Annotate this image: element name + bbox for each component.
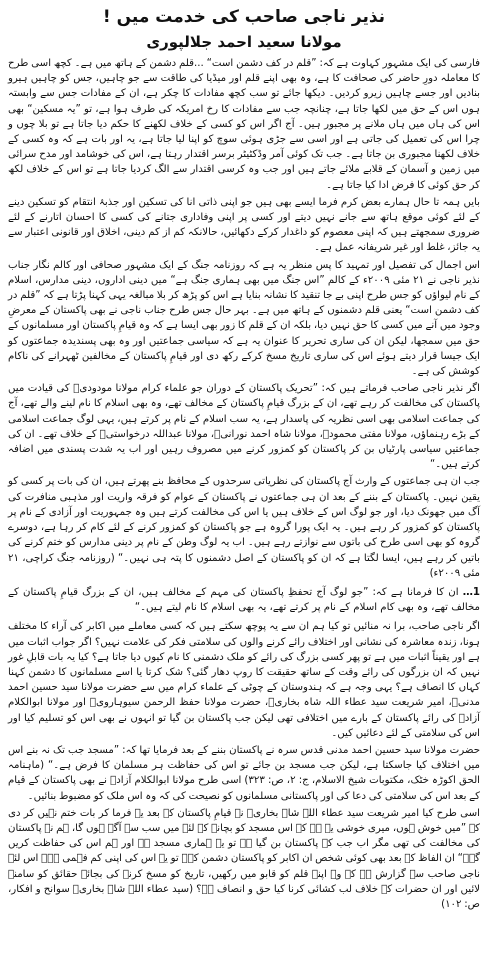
article-title: نذیر ناجی صاحب کی خدمت میں !	[102, 7, 386, 27]
paragraph-8: اسی طرح کیا امیر شریعت سید عطاء اللہ شاہ بخاریؒ نے قیامِ پاکستان کے بعد یہ فرما کر بات ختم نہیں کر دی کہ ”میں خوش ہوں، میری خوشی یہ ہے کہ اس مسجد کو بچانے کے لئے میں سب سے آگے ہوں گا، ہم نے پاکستان کی مخالفت کی تھی مگر اب جب کہ پاکستان بن گیا ہے تو یہ ہماری مسجد ہے اور ہم اس کی حفاظت کریں گے۔“ ان الفاظ کے بعد بھی کوئی شخص ان اکابر کو پاکستان دشمن کہے تو یہ اس کی اپنی کم فہمی ہے۔ اس لئے ناجی صاحب سے گزارش ہے کہ وہ اپنے قلم کو قابو میں رکھیں، تاریخ کو مسخ کرنے کی بجائے حقائق کو سامنے لائیں اور ان حضرات کے خلاف لب کشائی کرنا کیا حق و انصاف ہے؟ (سید عطاء اللہ شاہ بخاریؒ سوانح و افکار، ص: ۱۰۲)	[8, 807, 480, 910]
paragraph-3: اس اجمال کی تفصیل اور تمہید کا پس منظر یہ ہے کہ روزنامہ جنگ کے ایک مشہور صحافی اور کالم نگار جناب نذیر ناجی نے ۲۱ مئی ۲۰۰۹ء کے کالم ”اس جنگ میں بھی ہماری جنگ ہے“ میں دینی اداروں، دینی مدارس، اسلام کے نام لیواؤں کو جس طرح اپنی بے جا تنقید کا نشانہ بنایا ہے اس کو پڑھ کر بلا مبالغہ یہی کہنا پڑتا ہے کہ ”قلم در کف دشمن است“ یعنی قلم دشمنوں کے ہاتھ میں ہے۔ بہر حال جس طرح جناب ناجی نے بھی پاکستان کے معرضِ وجود میں آنے میں کسی کا حق نہیں دیا، بلکہ ان کے قلم کا زور بھی ایسا ہے کہ وہ قیامِ پاکستان اور مسلمانوں کے حق میں سمجھا، لیکن ان کی ساری تحریر کا عنوان یہ ہے کہ سیاسی جماعتیں اور وہ بھی پسندیدہ جماعتوں کو ایک جیسا قرار دیتے ہوئے اس کی ساری تاریخ مسخ کرکے رکھ دی اور قیامِ پاکستان کے مخالفین ٹھہرانے کی ناکام کوشش کی ہے۔	[8, 259, 480, 378]
paragraph-5: جب ان ہی جماعتوں کے وارث آج پاکستان کی نظریاتی سرحدوں کے محافظ بنے پھرتے ہیں، ان کی بات پر کسی کو یقین نہیں۔ پاکستان کے بننے کے بعد ان ہی جماعتوں نے پاکستان کے عوام کو فرقہ واریت اور مذہبی منافرت کی آگ میں جھونک دیا، اور جو لوگ اس کے خلاف ہیں یا اس کی مخالفت کرتے ہیں وہ جمہوریت اور آزادی کے نام پر پاکستان کو کمزور کر رہے ہیں۔ یہ ایک پورا گروہ ہے جو پاکستان کو کمزور کرنے کے لئے کام کر رہا ہے، دوسرے گروہ کو بھی اسی طرح کی باتوں سے نوازتے رہے ہیں۔ اب یہ لوگ وطن کے نام پر دینی مدارس کو ختم کرنے کی باتیں کر رہے ہیں، ایسا لگتا ہے کہ ان کو پاکستان کے اصل دشمنوں کا پتہ ہی نہیں۔“ (روزنامہ جنگ کراچی، ۲۱ مئی ۲۰۰۹ء)	[7, 476, 480, 579]
paragraph-7: حضرت مولانا سید حسین احمد مدنی قدس سرہ نے پاکستان بننے کے بعد فرمایا تھا کہ: ”مسجد جب تک نہ بنے اس میں اختلاف کیا جاسکتا ہے، لیکن جب مسجد بن جائے تو اس کی حفاظت ہر مسلمان کا فرض ہے۔“ (ماہنامہ الحق اکوڑہ خٹک، مکتوبات شیخ الاسلام، ج: ۲، ص: ۳۲۳) اسی طرح مولانا ابوالکلام آزادؒ نے بھی پاکستان کے قیام کے بعد اس کی سلامتی کی دعا کی اور پاکستانی مسلمانوں کو نصیحت کی کہ وہ اس ملک کو مضبوط بنائیں۔	[8, 744, 481, 802]
note-number: 1…	[462, 586, 480, 598]
author-byline: مولانا سعید احمد جلالپوری	[146, 33, 342, 51]
paragraph-6: اگر ناجی صاحب، برا نہ منائیں تو کیا ہم ان سے یہ پوچھ سکتے ہیں کہ کسی معاملے میں اکابر کی آراء کا مختلف ہونا، زندہ معاشرہ کی نشانی اور اختلاف رائے کرنے والوں کی سلامتی فکر کی علامت نہیں؟ اگر جواب اثبات میں ہے اور یقیناً اثبات میں ہے تو پھر کسی بزرگ کی رائے کو ملک دشمنی کا نام کیوں دیا جاتا ہے؟ کیا یہ بات قابلِ غور نہیں کہ ان بزرگوں کی رائے وقت کے ساتھ حقیقت کا روپ دھار گئی؟ شک کرتا یا اسے مسلمانوں کا دشمن کہنا کہاں کا انصاف ہے؟ یہی وجہ ہے کہ ہندوستان کے چوٹی کے علماء کرام میں سے حضرت مولانا سید حسین احمد مدنیؒ، امیر شریعت سید عطاء اللہ شاہ بخاریؒ، حضرت مولانا حفظ الرحمن سیوہارویؒ اور مولانا ابوالکلام آزادؒ کی رائے پاکستان کے بارے میں اختلافی تھی لیکن جب پاکستان بن گیا تو انہوں نے بھی اس کو تسلیم کیا اور اس کی سلامتی کے لئے دعائیں کیں۔	[8, 621, 480, 739]
article-body	[8, 56, 480, 581]
article-body-continued	[8, 619, 480, 912]
paragraph-1: فارسی کی ایک مشہور کہاوت ہے کہ: ”قلم در کف دشمن است“ ...قلم دشمن کے ہاتھ میں ہے۔ کچھ اسی طرح کا معاملہ دورِ حاضر کی صحافت کا ہے، وہ بھی اپنے قلم اور میڈیا کی طاقت سے جو چاہیں، جس کو چاہیں ہیرو بنادیں اور جسے چاہیں زیرو کردیں۔ دیکھا جائے تو سب کچھ مفادات کا چکر ہے، ان کے مفادات جس سے وابستہ ہوں اس کے حق میں لکھا جاتا ہے، چنانچہ جب سے مفادات کا رخ امریکہ کی طرف ہوا ہے، تو ”یہ مسکین“ بھی اس کی ہاں میں ہاں ملانے پر مجبور ہیں۔ آج اگر اس کو کسی کے خلاف لکھنے کا حکم دیا جاتا ہے تو بلا چوں و چرا اس کی تعمیل کی جاتی ہے اور اسی سے جڑی ہوئی سوچ کو اپنا لیا جاتا ہے، یہ اور بات ہے کہ وہ کسی کے خلاف لکھنا مجبوری بن جاتا ہے۔ جب تک کوئی آمر وڈکٹیٹر برسر اقتدار رہتا ہے، اس کی خوشامد اور مدح سرائی میں زمین و آسمان کے قلابے ملائے جاتے ہیں اور جب وہ کرسی اقتدار سے الگ کردیا جاتا ہے تو اس کے خلاف لکھ کر حق کوئی کا فرض ادا کیا جاتا ہے۔	[8, 58, 480, 191]
numbered-note	[8, 585, 480, 615]
paragraph-4: اگر نذیر ناجی صاحب فرماتے ہیں کہ: ”تحریک پاکستان کے دوران جو علماء کرام مولانا مودودیؒ کی قیادت میں پاکستان کی مخالفت کر رہے تھے، ان کے بزرگ قیامِ پاکستان کے مخالف تھے، وہ بھی اسلام کا نام لینے والے تھے، آج کی جماعت اسلامی بھی اسی نظریہ کی پاسدار ہے، یہ سب اسلام کے نام پر کرتے ہیں، یہی لوگ جماعت اسلامی کے بڑے رہنماؤں، مولانا مفتی محمودؒ، مولانا شاہ احمد نورانیؒ، مولانا عبداللہ درخواستیؒ کے خلاف تھے۔ ان کی جماعتیں سیاسی پارٹیاں بن کر پاکستان کو کمزور کرنے میں مصروف رہیں اور اب یہ شدت پسندی میں اضافہ کرتے ہیں۔“	[8, 383, 480, 471]
note-text: ان کا فرمانا ہے کہ: ”جو لوگ آج تحفظِ پاکستان کی مہم کے مخالف ہیں، ان کے بزرگ قیامِ پاکستان کے مخالف تھے، وہ بھی کام اسلام کے نام پر کرتے تھے، یہ بھی اسلام کا نام لیتے ہیں۔“	[8, 586, 480, 614]
paragraph-2: بایں ہمہ تا حال ہمارے بعض کرم فرما ایسے بھی ہیں جو اپنی ذاتی انا کی تسکین اور جذبۂ انتقام کو تسکین دینے کے لئے کوئی موقع ہاتھ سے جانے نہیں دیتے اور کسی پر اپنی وفاداری جتانے کی کسی کا احسان اتارنے کے لئے ضروری سمجھتے ہیں کہ اپنی معصوم کو داغدار کرکے دکھائیں، حالانکہ کم از کم دینی، اخلاق اور قانونی اعتبار سے یہ جائز، غلط اور غیر شریفانہ عمل ہے۔	[8, 196, 480, 254]
